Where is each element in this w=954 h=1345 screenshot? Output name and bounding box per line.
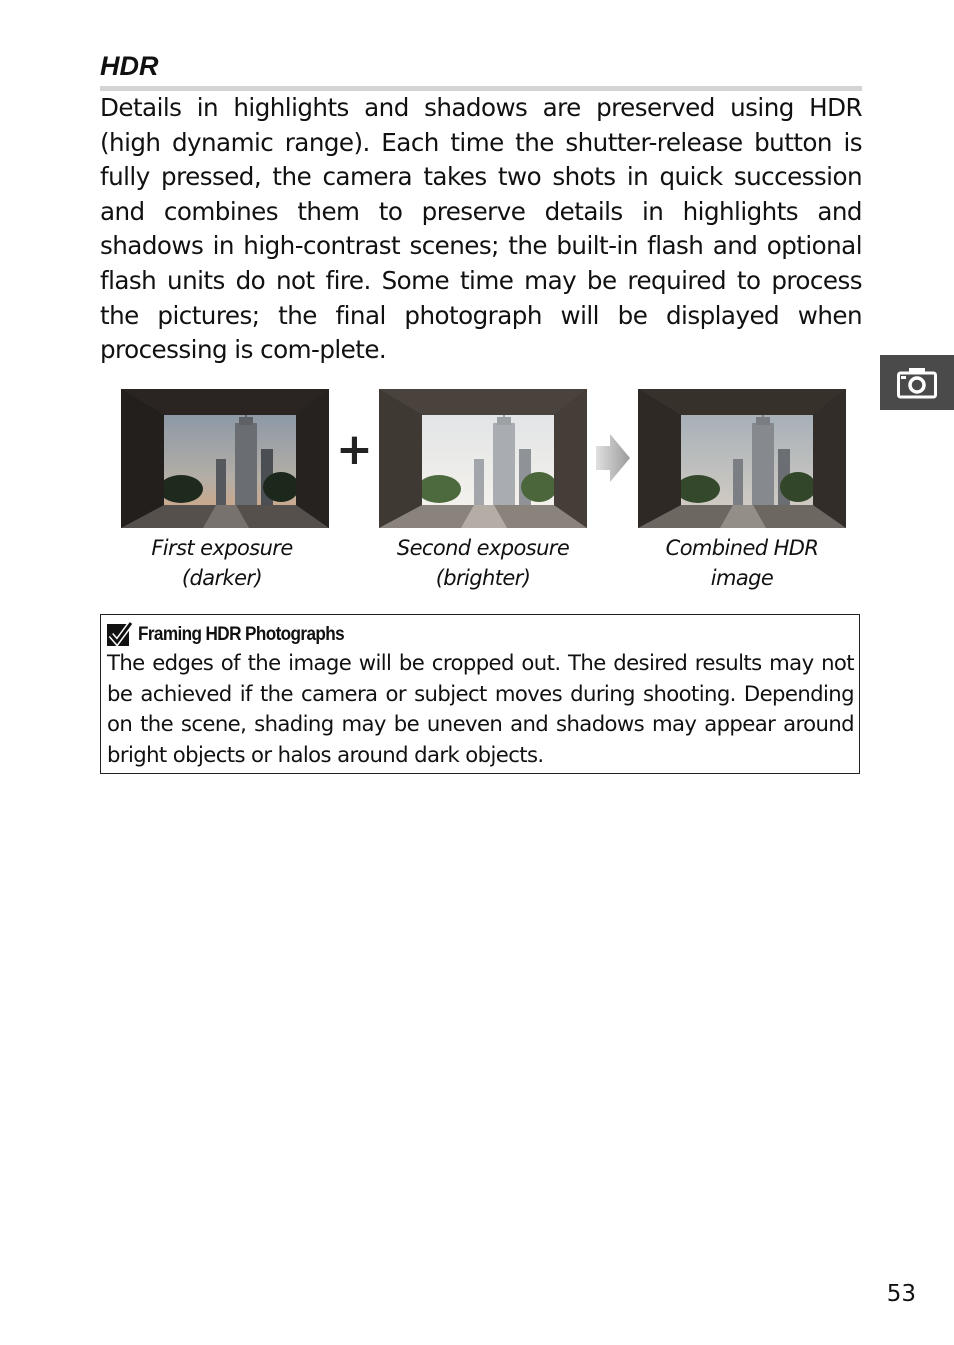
plus-sign: + <box>336 424 373 475</box>
combined-hdr-caption: Combined HDR image <box>665 536 819 590</box>
note-header <box>107 621 372 647</box>
second-exposure-image <box>379 389 587 528</box>
checkmark-icon <box>107 622 133 646</box>
second-exposure-caption: Second exposure (brighter) <box>396 536 570 590</box>
combined-hdr-image <box>638 389 846 528</box>
note-box <box>100 614 860 774</box>
note-text: The edges of the image will be cropped out. The desired results may not be achieved if the camera or subject moves during shooting. Depending on the scene, shading may be uneven and shadows may appear around bright objects or halos around dark objects. <box>107 650 854 768</box>
section-body: Details in highlights and shadows are preserved using HDR (high dynamic range). Each time the shutter-release button is fully pressed, the camera takes two shots in quick succession and combines them to preserve details in highlights and shadows in high-contrast scenes; the built-in flash and optional flash units do not fire. Some time may be required to process the pictures; the final photograph will be displayed when processing is com-plete. <box>100 93 862 365</box>
note-title: Framing HDR Photographs <box>138 622 345 645</box>
first-exposure-caption: First exposure (darker) <box>151 536 293 590</box>
camera-chapter-tab[interactable] <box>880 355 954 410</box>
arrow-right-icon <box>596 434 630 482</box>
camera-icon <box>897 367 937 399</box>
first-exposure-image <box>121 389 329 528</box>
page-number: 53 <box>886 1281 916 1307</box>
section-heading: HDR <box>100 51 159 81</box>
